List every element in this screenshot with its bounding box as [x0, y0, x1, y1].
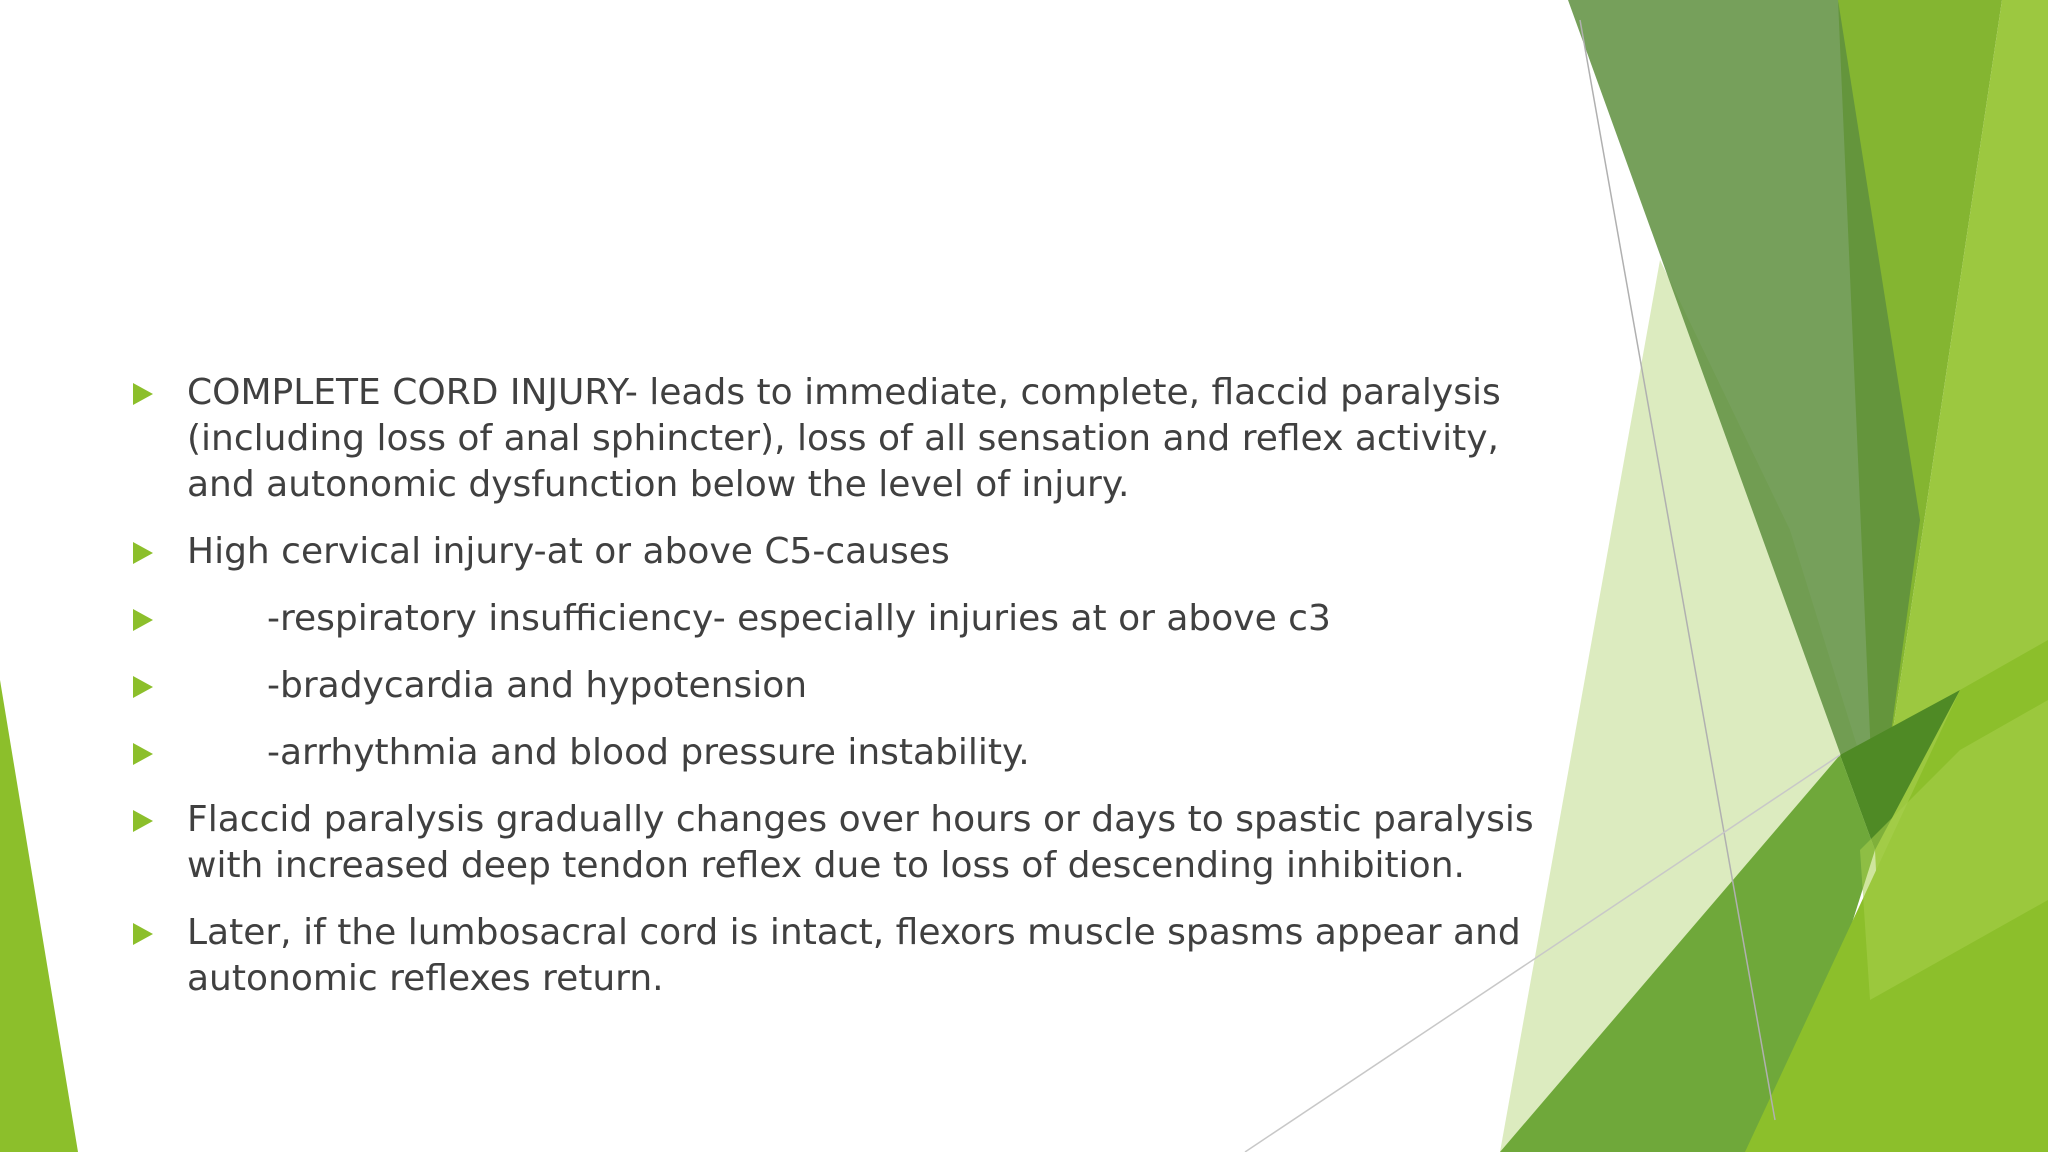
triangle-right-icon	[133, 923, 153, 945]
bullet-high-cervical-injury	[128, 529, 1578, 575]
bullet-text: -respiratory insufficiency- especially injuries at or above c3	[267, 598, 1331, 639]
bullet-bradycardia	[128, 663, 1578, 709]
triangle-right-icon	[133, 676, 153, 698]
bullet-list	[128, 370, 1578, 1002]
left-green-sliver	[0, 680, 78, 1152]
triangle-right-icon	[133, 542, 153, 564]
bullet-text: High cervical injury-at or above C5-causes	[187, 531, 950, 572]
triangle-right-icon	[133, 810, 153, 832]
bullet-text: COMPLETE CORD INJURY- leads to immediate, complete, flaccid paralysis (including loss of anal sphincter), loss of all sensation and reflex activity, and autonomic dysfunction below the level of injury.	[187, 372, 1501, 505]
bullet-flaccid-paralysis	[128, 797, 1578, 889]
bullet-text: -arrhythmia and blood pressure instability.	[267, 732, 1030, 773]
bullet-lumbosacral-cord	[128, 910, 1578, 1002]
triangle-right-icon	[133, 383, 153, 405]
bullet-respiratory-insufficiency	[128, 596, 1578, 642]
bullet-text: -bradycardia and hypotension	[267, 665, 808, 706]
triangle-right-icon	[133, 743, 153, 765]
triangle-right-icon	[133, 609, 153, 631]
bullet-complete-cord-injury	[128, 370, 1578, 508]
bullet-text: Later, if the lumbosacral cord is intact, flexors muscle spasms appear and autonomic reflexes return.	[187, 912, 1521, 999]
bullet-text: Flaccid paralysis gradually changes over hours or days to spastic paralysis with increased deep tendon reflex due to loss of descending inhibition.	[187, 799, 1534, 886]
bullet-arrhythmia	[128, 730, 1578, 776]
slide-content	[128, 370, 1578, 1023]
